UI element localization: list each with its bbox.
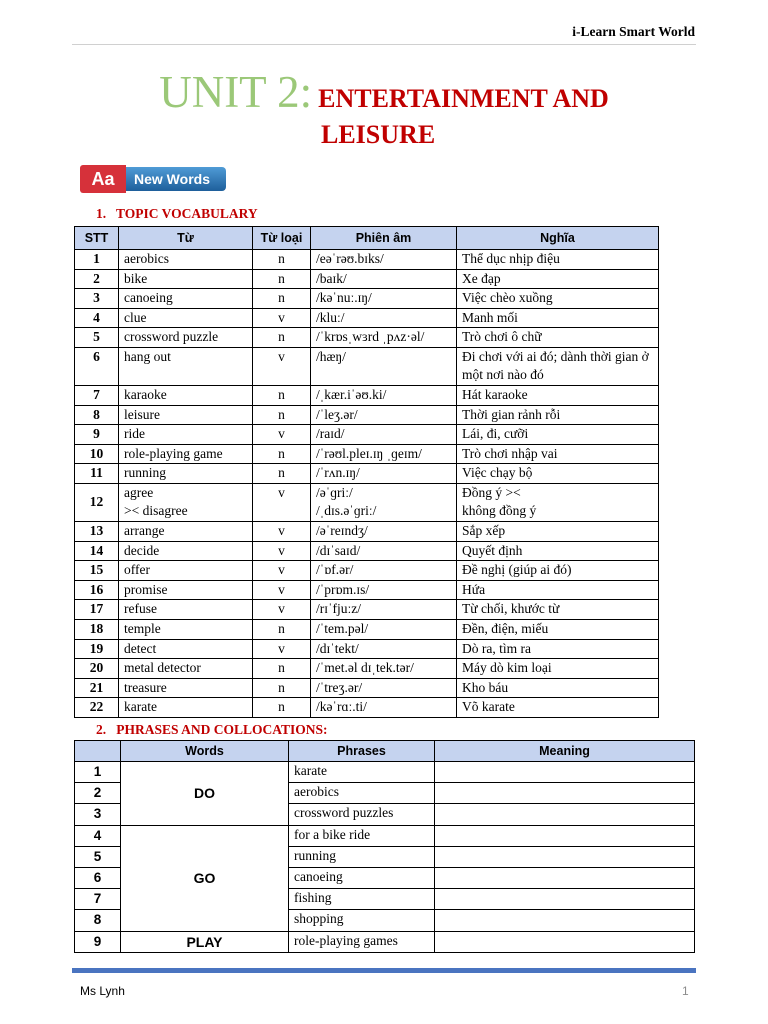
table-row (75, 308, 659, 328)
pos-cell: n (253, 289, 311, 309)
meaning-cell (435, 762, 695, 783)
col-header-meaning: Nghĩa (457, 227, 659, 250)
meaning-cell (435, 889, 695, 910)
table-row (75, 698, 659, 718)
vocabulary-table (74, 226, 659, 718)
unit-label: UNIT 2: (159, 67, 313, 117)
col-header-words: Words (121, 741, 289, 762)
word-cell: crossword puzzle (119, 328, 253, 348)
ipa-cell: /dɪˈtekt/ (311, 639, 457, 659)
row-number: 1 (75, 762, 121, 783)
table-row (75, 289, 659, 309)
pos-cell: v (253, 600, 311, 620)
word-cell: promise (119, 580, 253, 600)
table-row (75, 580, 659, 600)
meaning-cell: Xe đạp (457, 269, 659, 289)
pos-cell: v (253, 580, 311, 600)
row-number: 16 (75, 580, 119, 600)
row-number: 5 (75, 328, 119, 348)
pos-cell: n (253, 405, 311, 425)
word-cell: hang out (119, 347, 253, 385)
table-row (75, 600, 659, 620)
header-brand: i-Learn Smart World (572, 24, 695, 39)
row-number: 8 (75, 405, 119, 425)
ipa-cell: /ˈtem.pəl/ (311, 619, 457, 639)
word-cell: offer (119, 561, 253, 581)
word-cell: aerobics (119, 250, 253, 270)
row-number: 9 (75, 931, 121, 952)
col-header-meaning: Meaning (435, 741, 695, 762)
row-number: 17 (75, 600, 119, 620)
pos-cell: v (253, 541, 311, 561)
ipa-cell: /hæŋ/ (311, 347, 457, 385)
word-cell: karaoke (119, 385, 253, 405)
row-number: 10 (75, 444, 119, 464)
row-number: 18 (75, 619, 119, 639)
row-number: 6 (75, 867, 121, 888)
table-row (75, 762, 695, 783)
table-header-row (75, 227, 659, 250)
row-number: 9 (75, 425, 119, 445)
meaning-cell: Trò chơi ô chữ (457, 328, 659, 348)
ipa-cell: /ˈrəʊl.pleɪ.ɪŋ ˌɡeɪm/ (311, 444, 457, 464)
ipa-cell: /ˈprɒm.ɪs/ (311, 580, 457, 600)
meaning-cell: Hát karaoke (457, 385, 659, 405)
group-word-play: PLAY (121, 931, 289, 952)
phrase-cell: for a bike ride (289, 825, 435, 846)
ipa-cell: /kəˈrɑː.ti/ (311, 698, 457, 718)
col-header-stt: STT (75, 227, 119, 250)
row-number: 2 (75, 783, 121, 804)
table-row (75, 541, 659, 561)
meaning-cell (435, 910, 695, 931)
table-row (75, 483, 659, 521)
row-number: 7 (75, 889, 121, 910)
footer-divider (72, 968, 696, 973)
meaning-cell: Đi chơi với ai đó; dành thời gian ở một nơi nào đó (457, 347, 659, 385)
word-cell: arrange (119, 521, 253, 541)
row-number: 20 (75, 659, 119, 679)
pos-cell: n (253, 659, 311, 679)
section-heading-vocabulary: 1. TOPIC VOCABULARY (96, 206, 258, 221)
table-row (75, 659, 659, 679)
meaning-cell (435, 804, 695, 825)
pos-cell: v (253, 425, 311, 445)
pos-cell: n (253, 250, 311, 270)
new-words-badge (80, 165, 226, 193)
meaning-cell: Lái, đi, cưỡi (457, 425, 659, 445)
row-number: 21 (75, 678, 119, 698)
phrase-cell: aerobics (289, 783, 435, 804)
word-cell: refuse (119, 600, 253, 620)
row-number: 19 (75, 639, 119, 659)
ipa-cell: /raɪd/ (311, 425, 457, 445)
word-cell: ride (119, 425, 253, 445)
group-word-do: DO (121, 762, 289, 826)
ipa-cell: /əˈreɪndʒ/ (311, 521, 457, 541)
page-title (0, 66, 768, 118)
unit-title-line1: ENTERTAINMENT AND (318, 84, 609, 113)
row-number: 1 (75, 250, 119, 270)
ipa-cell: /dɪˈsaɪd/ (311, 541, 457, 561)
meaning-cell (435, 931, 695, 952)
letters-icon: Aa (80, 165, 126, 193)
ipa-cell: /ˌkær.iˈəʊ.ki/ (311, 385, 457, 405)
table-row (75, 464, 659, 484)
phrase-cell: running (289, 846, 435, 867)
row-number: 12 (75, 483, 119, 521)
footer-author: Ms Lynh (80, 984, 125, 998)
table-row (75, 678, 659, 698)
pos-cell: n (253, 444, 311, 464)
word-cell: karate (119, 698, 253, 718)
row-number: 11 (75, 464, 119, 484)
ipa-cell: /ˈkrɒsˌwɜrd ˌpʌz·əl/ (311, 328, 457, 348)
meaning-cell: Võ karate (457, 698, 659, 718)
page-number: 1 (682, 984, 689, 998)
table-row (75, 347, 659, 385)
table-row (75, 521, 659, 541)
phrase-cell: role-playing games (289, 931, 435, 952)
ipa-cell: /kəˈnuː.ɪŋ/ (311, 289, 457, 309)
ipa-cell: /ˈleʒ.ər/ (311, 405, 457, 425)
ipa-cell: /ˈɒf.ər/ (311, 561, 457, 581)
meaning-cell: Hứa (457, 580, 659, 600)
row-number: 8 (75, 910, 121, 931)
new-words-label: New Words (118, 167, 226, 191)
unit-title-line2: LEISURE (321, 120, 436, 149)
table-row (75, 425, 659, 445)
table-row (75, 444, 659, 464)
pos-cell: n (253, 698, 311, 718)
word-cell: metal detector (119, 659, 253, 679)
phrase-cell: shopping (289, 910, 435, 931)
table-row (75, 269, 659, 289)
table-row (75, 405, 659, 425)
col-header-blank (75, 741, 121, 762)
meaning-cell: Manh mối (457, 308, 659, 328)
meaning-cell (435, 825, 695, 846)
meaning-cell: Quyết định (457, 541, 659, 561)
pos-cell: n (253, 269, 311, 289)
phrase-cell: fishing (289, 889, 435, 910)
meaning-cell (435, 867, 695, 888)
row-number: 22 (75, 698, 119, 718)
meaning-cell: Sắp xếp (457, 521, 659, 541)
row-number: 7 (75, 385, 119, 405)
word-cell: leisure (119, 405, 253, 425)
header-divider (72, 44, 696, 45)
word-cell: running (119, 464, 253, 484)
word-cell: agree >< disagree (119, 483, 253, 521)
meaning-cell: Từ chối, khước từ (457, 600, 659, 620)
table-row (75, 619, 659, 639)
meaning-cell: Thời gian rảnh rỗi (457, 405, 659, 425)
col-header-word: Từ (119, 227, 253, 250)
pos-cell: n (253, 464, 311, 484)
ipa-cell: /ˈrʌn.ɪŋ/ (311, 464, 457, 484)
meaning-cell: Đền, điện, miếu (457, 619, 659, 639)
table-header-row (75, 741, 695, 762)
table-row (75, 385, 659, 405)
meaning-cell (435, 783, 695, 804)
meaning-cell: Đề nghị (giúp ai đó) (457, 561, 659, 581)
row-number: 4 (75, 825, 121, 846)
ipa-cell: /rɪˈfjuːz/ (311, 600, 457, 620)
phrase-cell: karate (289, 762, 435, 783)
word-cell: decide (119, 541, 253, 561)
phrase-cell: canoeing (289, 867, 435, 888)
row-number: 4 (75, 308, 119, 328)
meaning-cell: Việc chạy bộ (457, 464, 659, 484)
table-row (75, 825, 695, 846)
section-heading-phrases: 2. PHRASES AND COLLOCATIONS: (96, 722, 328, 737)
col-header-pos: Từ loại (253, 227, 311, 250)
meaning-cell: Kho báu (457, 678, 659, 698)
word-cell: treasure (119, 678, 253, 698)
row-number: 3 (75, 804, 121, 825)
pos-cell: v (253, 561, 311, 581)
meaning-cell: Thể dục nhịp điệu (457, 250, 659, 270)
ipa-cell: /ˈtreʒ.ər/ (311, 678, 457, 698)
col-header-phrases: Phrases (289, 741, 435, 762)
pos-cell: n (253, 619, 311, 639)
pos-cell: v (253, 308, 311, 328)
row-number: 6 (75, 347, 119, 385)
word-cell: temple (119, 619, 253, 639)
word-cell: bike (119, 269, 253, 289)
meaning-cell: Dò ra, tìm ra (457, 639, 659, 659)
row-number: 2 (75, 269, 119, 289)
pos-cell: v (253, 639, 311, 659)
ipa-cell: /kluː/ (311, 308, 457, 328)
word-cell: role-playing game (119, 444, 253, 464)
pos-cell: v (253, 521, 311, 541)
table-row (75, 328, 659, 348)
meaning-cell: Trò chơi nhập vai (457, 444, 659, 464)
pos-cell: n (253, 385, 311, 405)
table-row (75, 561, 659, 581)
meaning-cell: Đồng ý >< không đồng ý (457, 483, 659, 521)
pos-cell: n (253, 328, 311, 348)
group-word-go: GO (121, 825, 289, 931)
word-cell: clue (119, 308, 253, 328)
pos-cell: v (253, 347, 311, 385)
ipa-cell: /əˈɡriː/ /ˌdɪs.əˈɡriː/ (311, 483, 457, 521)
table-row (75, 639, 659, 659)
row-number: 14 (75, 541, 119, 561)
word-cell: detect (119, 639, 253, 659)
pos-cell: v (253, 483, 311, 521)
row-number: 3 (75, 289, 119, 309)
table-row (75, 931, 695, 952)
phrases-table (74, 740, 695, 953)
word-cell: canoeing (119, 289, 253, 309)
col-header-ipa: Phiên âm (311, 227, 457, 250)
row-number: 5 (75, 846, 121, 867)
meaning-cell: Việc chèo xuồng (457, 289, 659, 309)
row-number: 15 (75, 561, 119, 581)
pos-cell: n (253, 678, 311, 698)
meaning-cell (435, 846, 695, 867)
ipa-cell: /eəˈrəʊ.bɪks/ (311, 250, 457, 270)
table-row (75, 250, 659, 270)
row-number: 13 (75, 521, 119, 541)
ipa-cell: /ˈmet.əl dɪˌtek.tər/ (311, 659, 457, 679)
meaning-cell: Máy dò kim loại (457, 659, 659, 679)
phrase-cell: crossword puzzles (289, 804, 435, 825)
ipa-cell: /baɪk/ (311, 269, 457, 289)
